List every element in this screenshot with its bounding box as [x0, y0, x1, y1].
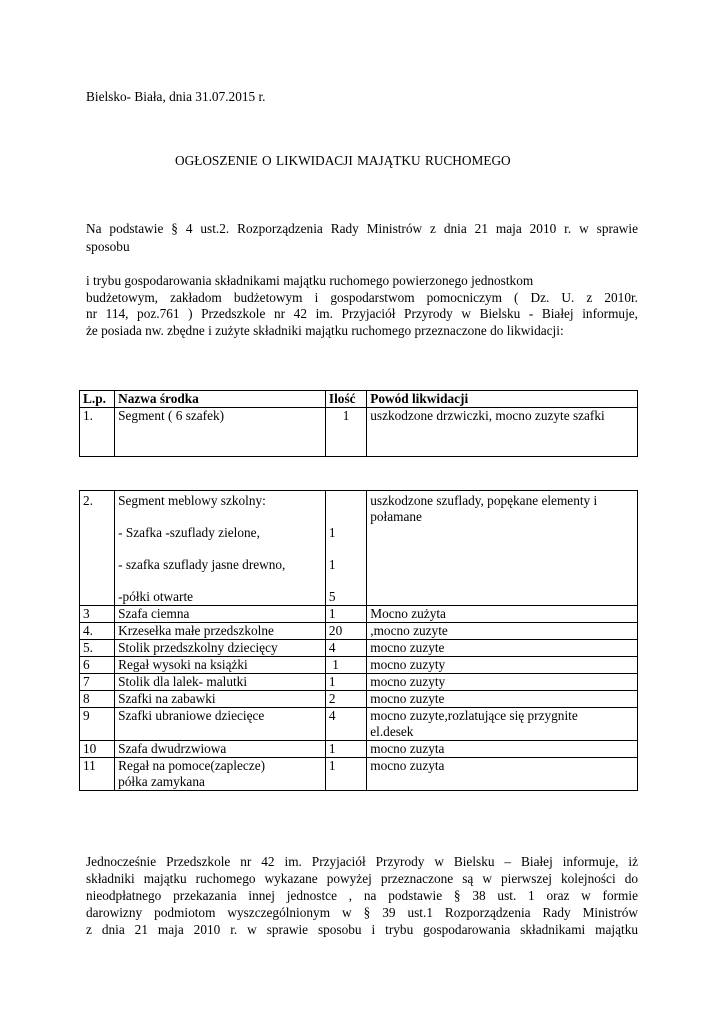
table-row — [80, 674, 638, 691]
cell-lp: 3 — [80, 606, 115, 623]
header-name: Nazwa środka — [115, 391, 326, 408]
cell-reason: uszkodzone drzwiczki, mocno zuzyte szafki — [367, 408, 638, 457]
cell-name: Szafki ubraniowe dziecięce — [115, 708, 326, 741]
cell-lp: 11 — [80, 758, 115, 791]
closing-line: składniki majątku ruchomego wykazane powyżej przeznaczone są w pierwszej kolejności do — [86, 871, 638, 886]
cell-name-line: Segment meblowy szkolny: — [118, 493, 266, 508]
cell-reason-line: el.desek — [370, 724, 414, 739]
cell-name-line: - Szafka -szuflady zielone, — [118, 525, 260, 540]
cell-lp: 9 — [80, 708, 115, 741]
cell-reason: mocno zuzyta — [367, 741, 638, 758]
table-header-row — [80, 391, 638, 408]
cell-qty-line: 1 — [328, 525, 336, 540]
cell-name-line — [118, 509, 322, 525]
cell-lp: 1. — [80, 408, 115, 457]
intro-paragraph-line: i trybu gospodarowania składnikami majątku ruchomego powierzonego jednostkom — [86, 273, 534, 288]
cell-qty: 4 — [325, 640, 366, 657]
cell-reason: mocno zuzyty — [367, 674, 638, 691]
cell-name-line: - szafka szuflady jasne drewno, — [118, 557, 286, 572]
cell-lp: 7 — [80, 674, 115, 691]
cell-qty: 20 — [325, 623, 366, 640]
closing-line: nieodpłatnego przekazania innej jednostce , na podstawie § 38 ust. 1 oraz w formie — [86, 888, 638, 903]
assets-table-2 — [79, 490, 638, 791]
intro-line-2: sposobu — [86, 239, 130, 254]
cell-lp: 2. — [80, 491, 115, 606]
table-row — [80, 741, 638, 758]
cell-name: Szafki na zabawki — [115, 691, 326, 708]
place-date: Bielsko- Biała, dnia 31.07.2015 r. — [86, 89, 266, 104]
header-reason: Powód likwidacji — [367, 391, 638, 408]
cell-name: Segment ( 6 szafek) — [115, 408, 326, 457]
intro-paragraph-line: że posiada nw. zbędne i zużyte składniki majątku ruchomego przeznaczone do likwidacji: — [86, 323, 564, 338]
cell-reason-line: połamane — [370, 509, 422, 524]
cell-reason: mocno zuzyte — [367, 640, 638, 657]
assets-table-1 — [79, 390, 638, 457]
cell-name: Szafa ciemna — [115, 606, 326, 623]
cell-reason: ,mocno zuzyte — [367, 623, 638, 640]
cell-qty-line — [329, 573, 363, 589]
intro-paragraph-line: nr 114, poz.761 ) Przedszkole nr 42 im. Przyjaciół Przyrody w Bielsku - Białej informuje, — [86, 306, 638, 321]
cell-name-line: -półki otwarte — [118, 589, 194, 604]
cell-reason: Mocno zużyta — [367, 606, 638, 623]
cell-name: Stolik przedszkolny dziecięcy — [115, 640, 326, 657]
page-title: OGŁOSZENIE O LIKWIDACJI MAJĄTKU RUCHOMEGO — [175, 153, 511, 168]
cell-reason-line: mocno zuzyte,rozlatujące się przygnite — [370, 708, 578, 723]
cell-qty: 1 — [325, 674, 366, 691]
table-row — [80, 623, 638, 640]
cell-reason: mocno zuzyta — [367, 758, 638, 791]
cell-qty: 2 — [325, 691, 366, 708]
cell-lp: 10 — [80, 741, 115, 758]
cell-name-line — [118, 573, 322, 589]
table-row — [80, 691, 638, 708]
cell-name: Stolik dla lalek- malutki — [115, 674, 326, 691]
cell-name: Krzesełka małe przedszkolne — [115, 623, 326, 640]
table-row — [80, 640, 638, 657]
cell-qty-line: 1 — [328, 557, 336, 572]
cell-reason — [367, 708, 638, 741]
cell-qty: 1 — [325, 606, 366, 623]
cell-name-line: półka zamykana — [118, 774, 205, 789]
header-qty: Ilość — [325, 391, 366, 408]
cell-qty: 1 — [325, 408, 366, 457]
cell-name: Szafa dwudrzwiowa — [115, 741, 326, 758]
cell-reason: mocno zuzyte — [367, 691, 638, 708]
cell-qty-line — [329, 541, 363, 557]
cell-lp: 6 — [80, 657, 115, 674]
cell-name-line — [118, 541, 322, 557]
table-row — [80, 491, 638, 606]
cell-qty: 1 — [325, 657, 366, 674]
header-lp: L.p. — [80, 391, 115, 408]
intro-line-1: Na podstawie § 4 ust.2. Rozporządzenia Rady Ministrów z dnia 21 maja 2010 r. w sprawie — [86, 221, 638, 236]
closing-line: Jednocześnie Przedszkole nr 42 im. Przyjaciół Przyrody w Bielsku – Białej informuje, iż — [86, 854, 638, 869]
cell-reason: mocno zuzyty — [367, 657, 638, 674]
table-row — [80, 408, 638, 457]
closing-line: darowizny podmiotom wyszczególnionym w § 39 ust.1 Rozporządzenia Rady Ministrów — [86, 905, 638, 920]
cell-qty: 1 — [325, 741, 366, 758]
cell-reason — [367, 491, 638, 606]
table-row — [80, 606, 638, 623]
cell-qty — [325, 491, 366, 606]
cell-lp: 8 — [80, 691, 115, 708]
cell-qty: 1 — [325, 758, 366, 791]
cell-qty-line — [329, 493, 363, 509]
table-row — [80, 708, 638, 741]
table-row — [80, 657, 638, 674]
cell-lp: 5. — [80, 640, 115, 657]
cell-qty-line: 5 — [328, 589, 336, 604]
intro-paragraph-line: budżetowym, zakładom budżetowym i gospodarstwom pomocniczym ( Dz. U. z 2010r. — [86, 290, 638, 305]
cell-name-line: Regał na pomoce(zaplecze) — [118, 758, 266, 773]
cell-qty: 4 — [325, 708, 366, 741]
cell-name: Regał wysoki na książki — [115, 657, 326, 674]
table-row — [80, 758, 638, 791]
cell-lp: 4. — [80, 623, 115, 640]
cell-name — [115, 758, 326, 791]
cell-name — [115, 491, 326, 606]
closing-line: z dnia 21 maja 2010 r. w sprawie sposobu i trybu gospodarowania składnikami majątku — [86, 922, 638, 937]
cell-qty-line — [329, 509, 363, 525]
cell-reason-line: uszkodzone szuflady, popękane elementy i — [370, 493, 598, 508]
